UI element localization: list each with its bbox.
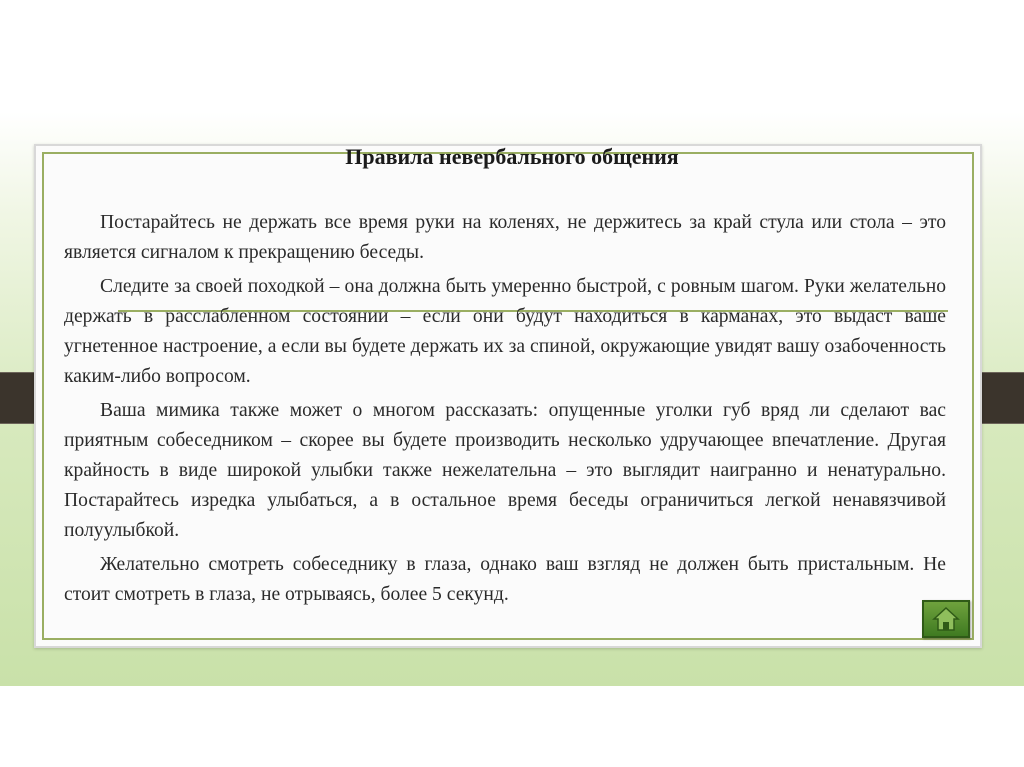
rules-list — [64, 208, 946, 684]
list-item — [64, 550, 946, 610]
list-item — [64, 272, 946, 392]
bottom-band — [0, 686, 1024, 767]
list-item-text: Ваша мимика также может о многом рассказать: опущенные уголки губ вряд ли сделают вас приятным собеседником – скорее вы будете производить несколько удручающее впечатление. Другая крайность в виде широкой улыбки также нежелательна – это выглядит наигранно и ненатурально. Постарайтесь изредка улыбаться, а в остальное время беседы ограничиться легкой ненавязчивой полуулыбкой. — [64, 400, 946, 541]
home-button[interactable] — [922, 600, 970, 638]
slide-title: Правила невербального общения — [345, 144, 679, 169]
list-item-text: Постарайтесь не держать все время руки на коленях, не держитесь за край стула или стола – это является сигналом к прекращению беседы. — [64, 212, 946, 263]
home-icon — [932, 606, 960, 632]
list-item — [64, 396, 946, 546]
list-item — [64, 208, 946, 268]
list-item-text: Желательно смотреть собеседнику в глаза, однако ваш взгляд не должен быть пристальным. Не стоит смотреть в глаза, не отрываясь, более 5 секунд. — [64, 554, 946, 605]
list-item-text: Следите за своей походкой – она должна быть умеренно быстрой, с ровным шагом. Руки желательно держать в расслабленном состоянии – если они будут находиться в карманах, это выдаст ваше угнетенное настроение, а если вы будете держать их за спиной, окружающие увидят вашу озабоченность каким-либо вопросом. — [64, 276, 946, 387]
